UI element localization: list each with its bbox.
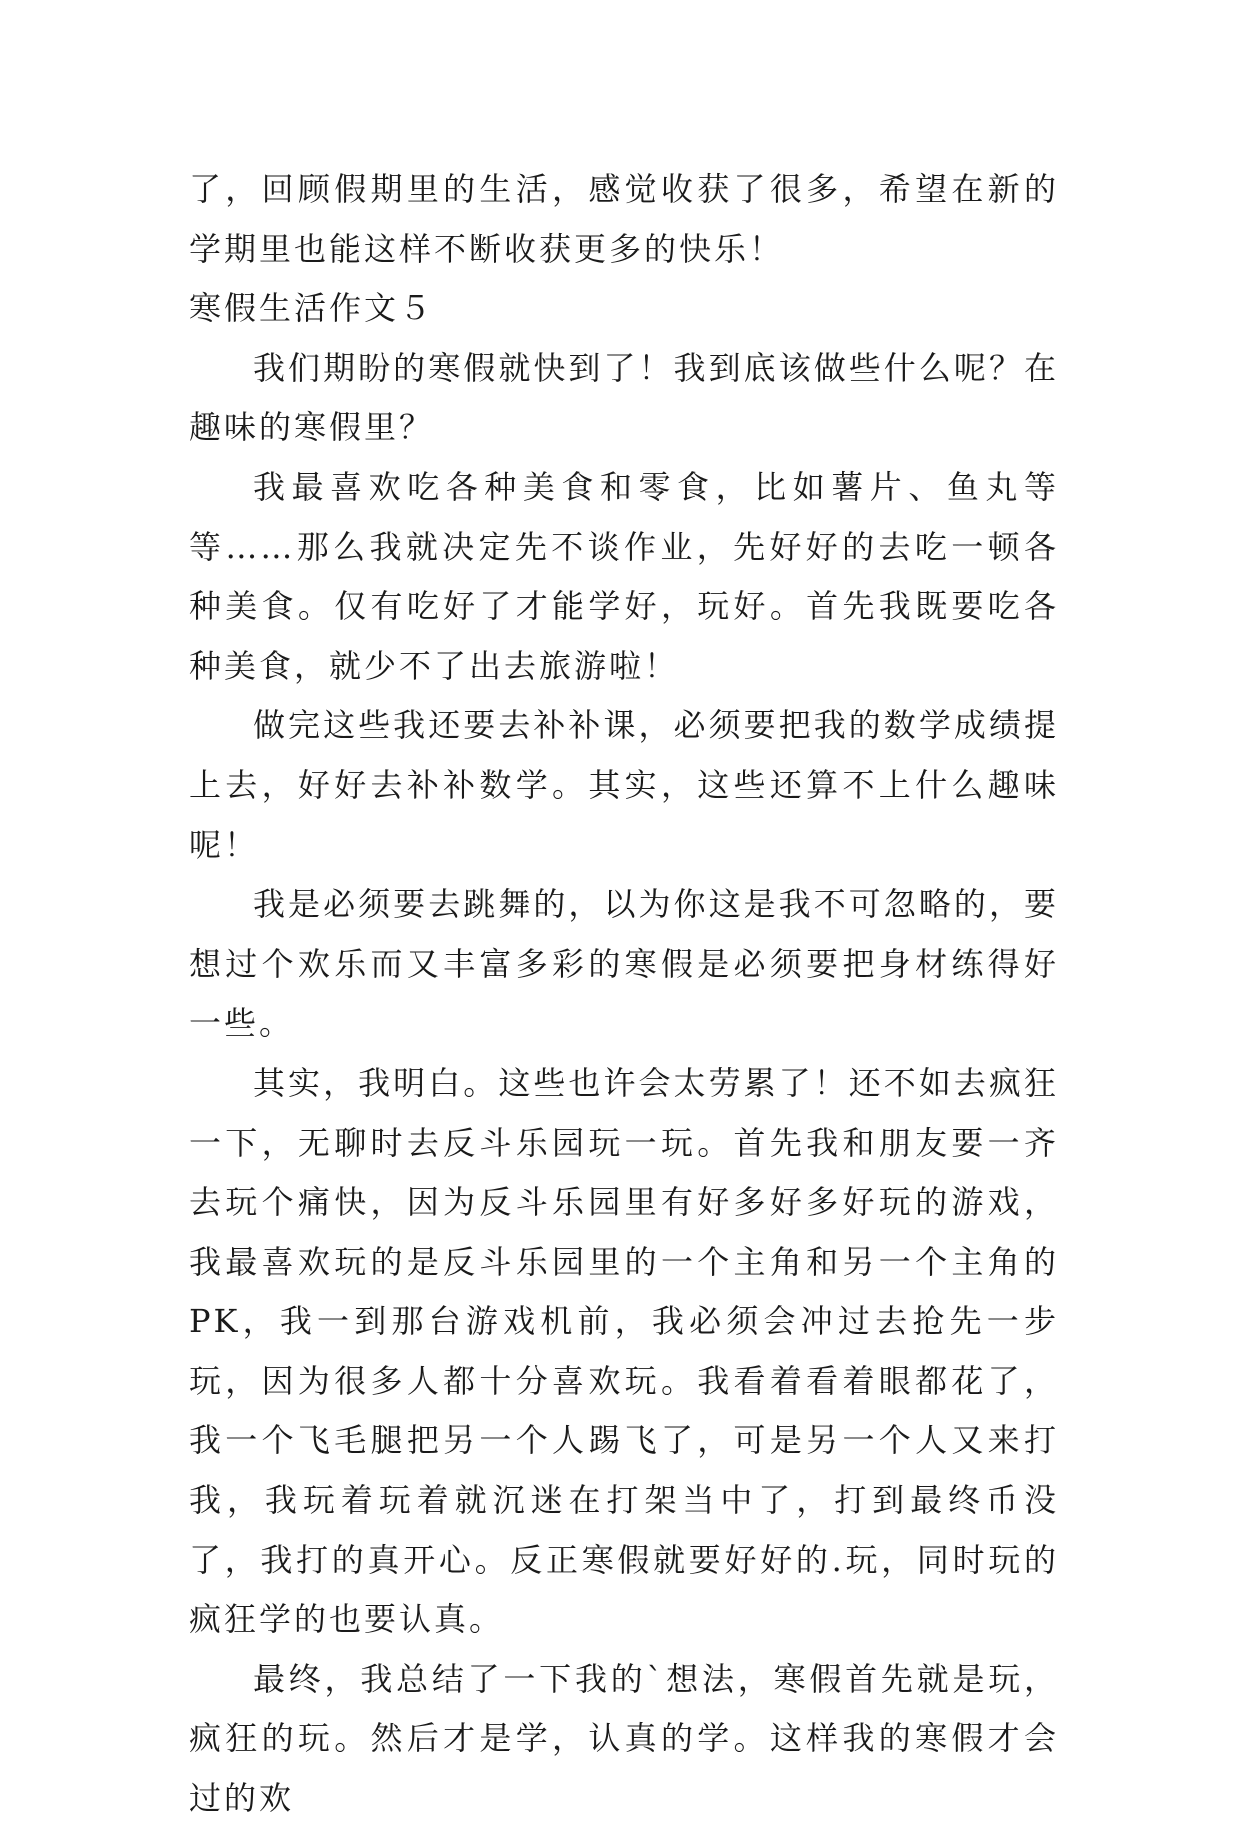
document-body	[189, 160, 1059, 1829]
paragraph-1: 我们期盼的寒假就快到了！我到底该做些什么呢？在趣味的寒假里？	[189, 348, 1059, 447]
paragraph-3: 做完这些我还要去补补课，必须要把我的数学成绩提上去，好好去补补数学。其实，这些还算不上什么趣味呢！	[189, 706, 1059, 864]
section-heading: 寒假生活作文５	[189, 289, 435, 328]
paragraph-continuation: 了，回顾假期里的生活，感觉收获了很多，希望在新的学期里也能这样不断收获更多的快乐！	[189, 170, 1059, 268]
paragraph-5: 其实，我明白。这些也许会太劳累了！还不如去疯狂一下，无聊时去反斗乐园玩一玩。首先我和朋友要一齐去玩个痛快，因为反斗乐园里有好多好多好玩的游戏，我最喜欢玩的是反斗乐园里的一个主角和另一个主角的PK，我一到那台游戏机前，我必须会冲过去抢先一步玩，因为很多人都十分喜欢玩。我看着看着眼都花了，我一个飞毛腿把另一个人踢飞了，可是另一个人又来打我，我玩着玩着就沉迷在打架当中了，打到最终币没了，我打的真开心。反正寒假就要好好的.玩，同时玩的疯狂学的也要认真。	[189, 1063, 1059, 1639]
paragraph-2: 我最喜欢吃各种美食和零食，比如薯片、鱼丸等等……那么我就决定先不谈作业，先好好的去吃一顿各种美食。仅有吃好了才能学好，玩好。首先我既要吃各种美食，就少不了出去旅游啦！	[189, 467, 1059, 685]
paragraph-6: 最终，我总结了一下我的`想法，寒假首先就是玩，疯狂的玩。然后才是学，认真的学。这样我的寒假才会过的欢	[189, 1659, 1059, 1818]
paragraph-4: 我是必须要去跳舞的，以为你这是我不可忽略的，要想过个欢乐而又丰富多彩的寒假是必须要把身材练得好一些。	[189, 885, 1059, 1043]
